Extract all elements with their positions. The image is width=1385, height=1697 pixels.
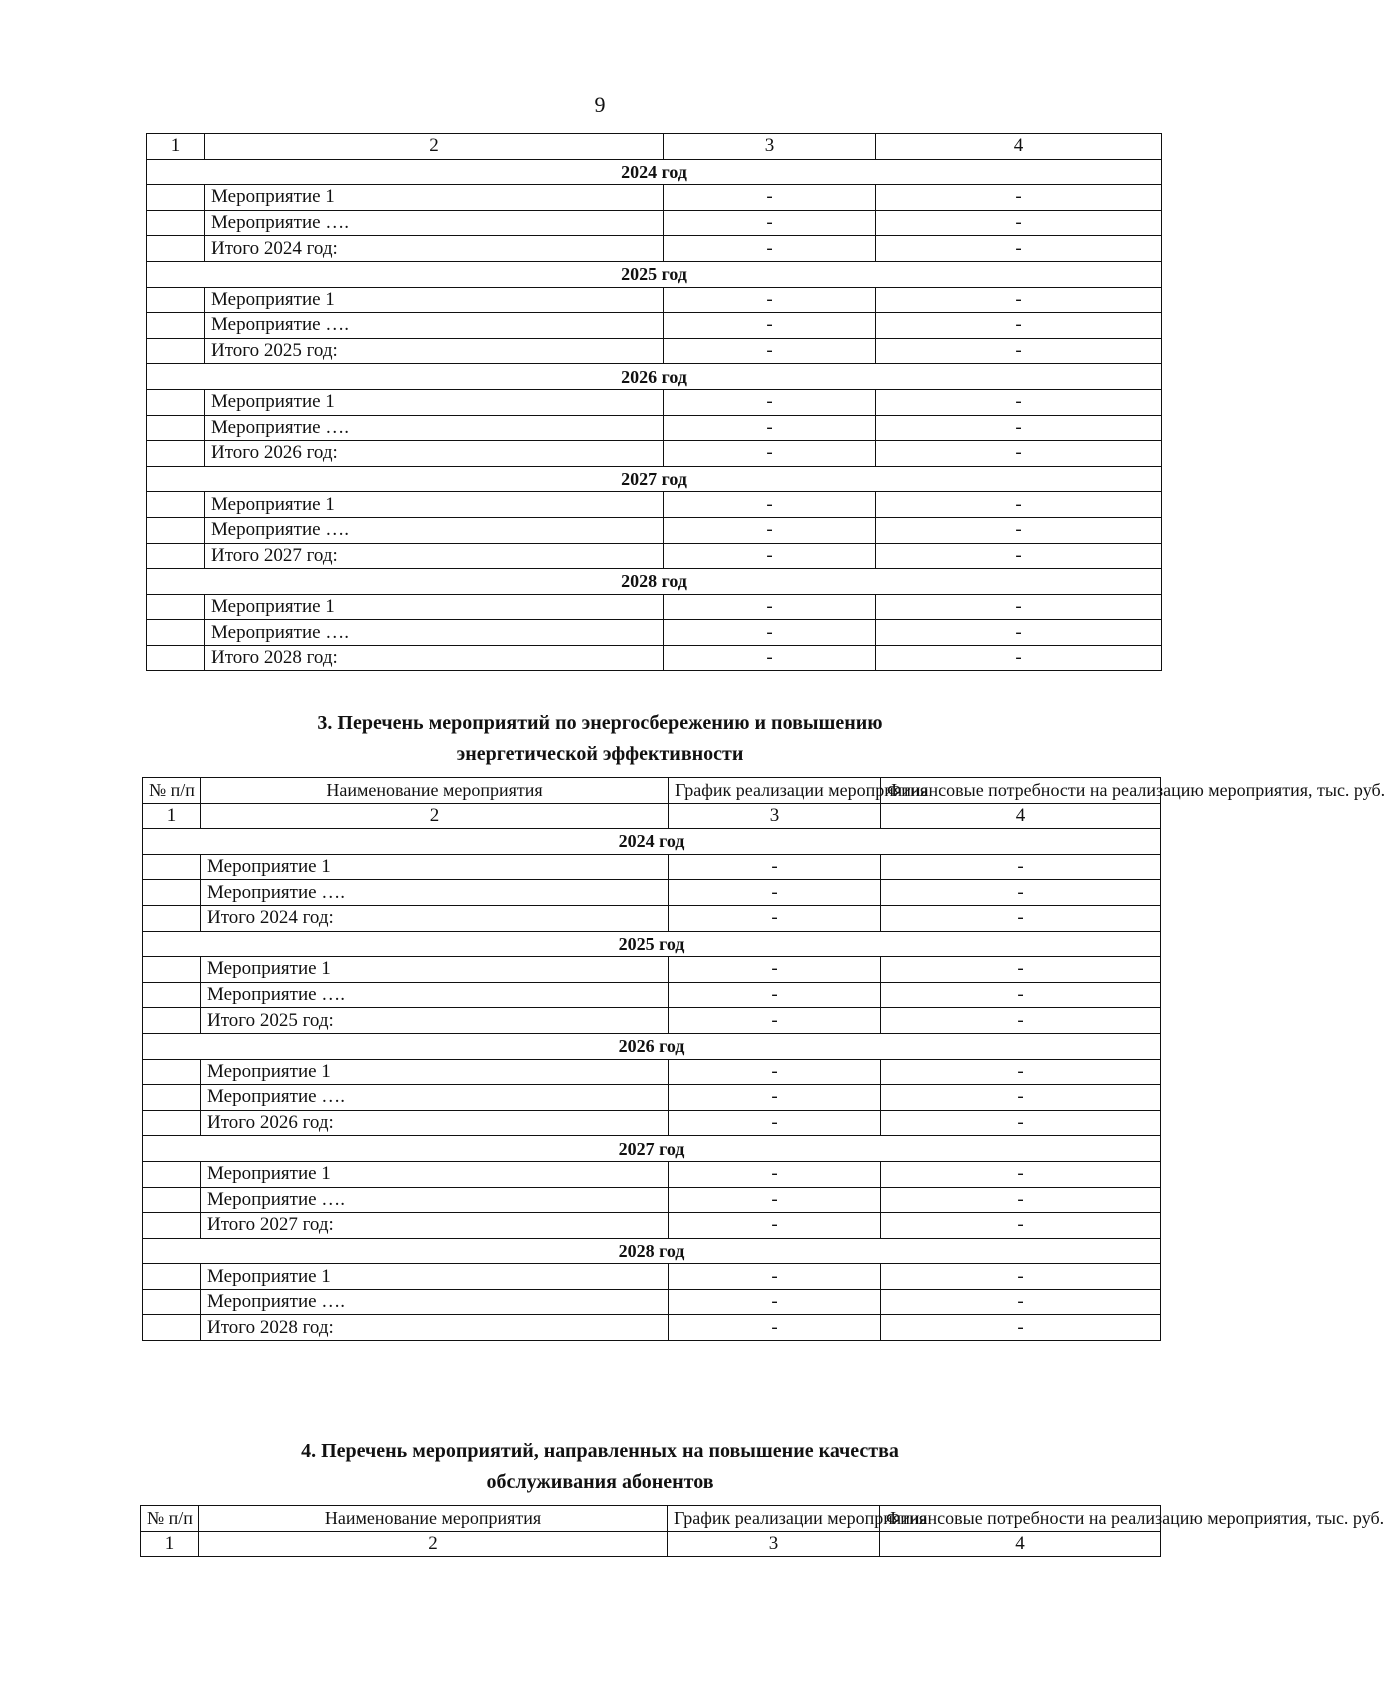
- customer-service-measures-table-body: [141, 1506, 1385, 1557]
- finance-value: -: [881, 1187, 1161, 1213]
- row-number-cell: [147, 236, 205, 262]
- table-header-row: [143, 778, 1161, 804]
- finance-value: -: [881, 1289, 1161, 1315]
- finance-value: -: [876, 620, 1162, 646]
- row-number-cell: [147, 338, 205, 364]
- header-name: Наименование мероприятия: [199, 1506, 668, 1532]
- measure-name: Мероприятие ….: [201, 1187, 669, 1213]
- section-title-line: обслуживания абонентов: [486, 1471, 714, 1493]
- energy-saving-measures-table-body: [143, 778, 1385, 1341]
- total-row: [147, 441, 1162, 467]
- finance-value: -: [881, 880, 1161, 906]
- schedule-value: -: [664, 210, 876, 236]
- year-row: [147, 159, 1162, 185]
- column-numbers-row: [143, 803, 1161, 829]
- finance-value: -: [876, 543, 1162, 569]
- finance-value: -: [881, 1264, 1161, 1290]
- section-title-line: 4. Перечень мероприятий, направленных на повышение качества: [301, 1440, 899, 1462]
- finance-value: -: [881, 957, 1161, 983]
- measure-row: [143, 1289, 1161, 1315]
- measure-row: [147, 594, 1162, 620]
- finance-value: -: [881, 905, 1161, 931]
- total-label: Итого 2024 год:: [205, 236, 664, 262]
- row-number-cell: [143, 1264, 201, 1290]
- finance-value: -: [876, 492, 1162, 518]
- finance-value: -: [876, 287, 1162, 313]
- row-number-cell: [143, 854, 201, 880]
- measure-name: Мероприятие 1: [205, 389, 664, 415]
- measure-row: [143, 854, 1161, 880]
- measure-row: [143, 1264, 1161, 1290]
- schedule-value: -: [669, 1085, 881, 1111]
- finance-value: -: [876, 313, 1162, 339]
- schedule-value: -: [669, 1161, 881, 1187]
- column-numbers-row: [141, 1531, 1161, 1557]
- schedule-value: -: [664, 441, 876, 467]
- measure-name: Мероприятие 1: [201, 957, 669, 983]
- measure-name: Мероприятие ….: [205, 313, 664, 339]
- total-row: [147, 236, 1162, 262]
- schedule-value: -: [669, 982, 881, 1008]
- table-header-row: [141, 1506, 1161, 1532]
- schedule-value: -: [669, 1289, 881, 1315]
- measure-row: [143, 1059, 1161, 1085]
- measure-row: [143, 1161, 1161, 1187]
- row-number-cell: [143, 905, 201, 931]
- schedule-value: -: [664, 389, 876, 415]
- row-number-cell: [143, 880, 201, 906]
- row-number-cell: [147, 287, 205, 313]
- measure-name: Мероприятие 1: [201, 854, 669, 880]
- schedule-value: -: [669, 905, 881, 931]
- section-title-line: 3. Перечень мероприятий по энергосбережению и повышению: [317, 712, 883, 734]
- row-number-cell: [147, 543, 205, 569]
- total-row: [147, 338, 1162, 364]
- column-number: 2: [205, 134, 664, 160]
- finance-value: -: [881, 1059, 1161, 1085]
- total-row: [143, 1213, 1161, 1239]
- section-title-line: энергетической эффективности: [456, 743, 744, 765]
- schedule-value: -: [664, 517, 876, 543]
- column-number: 3: [664, 134, 876, 160]
- row-number-cell: [143, 1059, 201, 1085]
- row-number-cell: [143, 1187, 201, 1213]
- row-number-cell: [147, 517, 205, 543]
- measure-name: Мероприятие ….: [205, 415, 664, 441]
- measure-row: [147, 517, 1162, 543]
- row-number-cell: [143, 1161, 201, 1187]
- measure-name: Мероприятие 1: [205, 594, 664, 620]
- total-row: [143, 905, 1161, 931]
- header-finance: Финансовые потребности на реализацию мероприятия, тыс. руб.: [881, 778, 1161, 804]
- row-number-cell: [143, 1008, 201, 1034]
- row-number-cell: [147, 185, 205, 211]
- column-number: 1: [141, 1531, 199, 1557]
- row-number-cell: [147, 415, 205, 441]
- measure-name: Мероприятие 1: [201, 1059, 669, 1085]
- measure-row: [143, 957, 1161, 983]
- column-numbers-row: [147, 134, 1162, 160]
- total-label: Итого 2025 год:: [205, 338, 664, 364]
- measure-row: [147, 313, 1162, 339]
- total-row: [147, 645, 1162, 671]
- schedule-value: -: [669, 1264, 881, 1290]
- row-number-cell: [147, 620, 205, 646]
- total-row: [143, 1110, 1161, 1136]
- schedule-value: -: [669, 1213, 881, 1239]
- page-number: 9: [594, 92, 606, 117]
- finance-value: -: [876, 441, 1162, 467]
- header-num: № п/п: [141, 1506, 199, 1532]
- row-number-cell: [147, 594, 205, 620]
- year-heading: 2027 год: [143, 1136, 1161, 1162]
- finance-value: -: [876, 415, 1162, 441]
- schedule-value: -: [669, 1008, 881, 1034]
- year-row: [143, 1238, 1161, 1264]
- year-row: [143, 1136, 1161, 1162]
- header-schedule: График реализации мероприятия: [668, 1506, 880, 1532]
- schedule-value: -: [664, 287, 876, 313]
- row-number-cell: [143, 1213, 201, 1239]
- schedule-value: -: [664, 543, 876, 569]
- schedule-value: -: [669, 957, 881, 983]
- year-heading: 2027 год: [147, 466, 1162, 492]
- year-row: [147, 364, 1162, 390]
- measure-row: [143, 1085, 1161, 1111]
- measure-name: Мероприятие 1: [205, 287, 664, 313]
- measure-row: [147, 389, 1162, 415]
- row-number-cell: [143, 1085, 201, 1111]
- finance-value: -: [876, 338, 1162, 364]
- schedule-value: -: [669, 1315, 881, 1341]
- column-number: 4: [876, 134, 1162, 160]
- total-label: Итого 2028 год:: [201, 1315, 669, 1341]
- finance-value: -: [881, 1315, 1161, 1341]
- column-number: 3: [669, 803, 881, 829]
- year-row: [143, 931, 1161, 957]
- measure-name: Мероприятие ….: [201, 1085, 669, 1111]
- row-number-cell: [143, 957, 201, 983]
- header-name: Наименование мероприятия: [201, 778, 669, 804]
- energy-saving-measures-table: [142, 777, 1385, 1341]
- year-heading: 2026 год: [143, 1033, 1161, 1059]
- year-row: [143, 1033, 1161, 1059]
- total-label: Итого 2026 год:: [205, 441, 664, 467]
- finance-value: -: [876, 210, 1162, 236]
- measure-name: Мероприятие 1: [205, 492, 664, 518]
- row-number-cell: [147, 492, 205, 518]
- schedule-value: -: [664, 313, 876, 339]
- section-3-title: [0, 708, 1200, 770]
- year-row: [147, 569, 1162, 595]
- measure-row: [147, 492, 1162, 518]
- schedule-value: -: [664, 594, 876, 620]
- total-label: Итого 2025 год:: [201, 1008, 669, 1034]
- measure-row: [143, 880, 1161, 906]
- column-number: 4: [881, 803, 1161, 829]
- header-schedule: График реализации мероприятия: [669, 778, 881, 804]
- header-num: № п/п: [143, 778, 201, 804]
- finance-value: -: [881, 854, 1161, 880]
- finance-value: -: [876, 517, 1162, 543]
- finance-value: -: [876, 236, 1162, 262]
- total-label: Итого 2026 год:: [201, 1110, 669, 1136]
- total-row: [147, 543, 1162, 569]
- row-number-cell: [147, 210, 205, 236]
- finance-value: -: [881, 1213, 1161, 1239]
- measure-name: Мероприятие ….: [201, 1289, 669, 1315]
- measure-name: Мероприятие 1: [201, 1264, 669, 1290]
- schedule-value: -: [669, 1110, 881, 1136]
- row-number-cell: [143, 1315, 201, 1341]
- total-label: Итого 2024 год:: [201, 905, 669, 931]
- year-heading: 2024 год: [143, 829, 1161, 855]
- schedule-value: -: [664, 236, 876, 262]
- header-finance: Финансовые потребности на реализацию мероприятия, тыс. руб.: [880, 1506, 1161, 1532]
- row-number-cell: [143, 1289, 201, 1315]
- schedule-value: -: [664, 185, 876, 211]
- finance-value: -: [881, 1008, 1161, 1034]
- measure-name: Мероприятие ….: [201, 982, 669, 1008]
- row-number-cell: [147, 313, 205, 339]
- schedule-value: -: [669, 880, 881, 906]
- column-number: 1: [147, 134, 205, 160]
- row-number-cell: [143, 1110, 201, 1136]
- year-row: [147, 261, 1162, 287]
- year-heading: 2026 год: [147, 364, 1162, 390]
- total-row: [143, 1315, 1161, 1341]
- section-4-title: [0, 1436, 1200, 1498]
- year-heading: 2028 год: [147, 569, 1162, 595]
- schedule-value: -: [669, 1059, 881, 1085]
- year-heading: 2024 год: [147, 159, 1162, 185]
- schedule-value: -: [669, 854, 881, 880]
- measure-row: [147, 287, 1162, 313]
- schedule-value: -: [664, 492, 876, 518]
- schedule-value: -: [664, 415, 876, 441]
- total-label: Итого 2027 год:: [205, 543, 664, 569]
- measure-name: Мероприятие 1: [205, 185, 664, 211]
- column-number: 2: [199, 1531, 668, 1557]
- year-heading: 2025 год: [147, 261, 1162, 287]
- total-label: Итого 2027 год:: [201, 1213, 669, 1239]
- year-heading: 2025 год: [143, 931, 1161, 957]
- column-number: 4: [880, 1531, 1161, 1557]
- measure-row: [143, 1187, 1161, 1213]
- measure-name: Мероприятие ….: [205, 517, 664, 543]
- schedule-value: -: [664, 645, 876, 671]
- customer-service-measures-table: [140, 1505, 1385, 1557]
- column-number: 1: [143, 803, 201, 829]
- finance-value: -: [881, 1110, 1161, 1136]
- measure-name: Мероприятие ….: [205, 620, 664, 646]
- finance-value: -: [881, 982, 1161, 1008]
- measure-row: [147, 210, 1162, 236]
- schedule-value: -: [669, 1187, 881, 1213]
- measure-name: Мероприятие ….: [201, 880, 669, 906]
- schedule-value: -: [664, 620, 876, 646]
- row-number-cell: [143, 982, 201, 1008]
- row-number-cell: [147, 441, 205, 467]
- measure-row: [147, 185, 1162, 211]
- measure-name: Мероприятие ….: [205, 210, 664, 236]
- row-number-cell: [147, 389, 205, 415]
- column-number: 2: [201, 803, 669, 829]
- finance-value: -: [876, 594, 1162, 620]
- measure-row: [147, 620, 1162, 646]
- finance-value: -: [876, 389, 1162, 415]
- measure-row: [143, 982, 1161, 1008]
- total-row: [143, 1008, 1161, 1034]
- finance-value: -: [876, 185, 1162, 211]
- measure-row: [147, 415, 1162, 441]
- continuation-table-body: [147, 134, 1162, 671]
- finance-value: -: [876, 645, 1162, 671]
- finance-value: -: [881, 1085, 1161, 1111]
- schedule-value: -: [664, 338, 876, 364]
- year-row: [147, 466, 1162, 492]
- year-row: [143, 829, 1161, 855]
- column-number: 3: [668, 1531, 880, 1557]
- total-label: Итого 2028 год:: [205, 645, 664, 671]
- year-heading: 2028 год: [143, 1238, 1161, 1264]
- row-number-cell: [147, 645, 205, 671]
- finance-value: -: [881, 1161, 1161, 1187]
- measure-name: Мероприятие 1: [201, 1161, 669, 1187]
- continuation-table: [146, 133, 1162, 671]
